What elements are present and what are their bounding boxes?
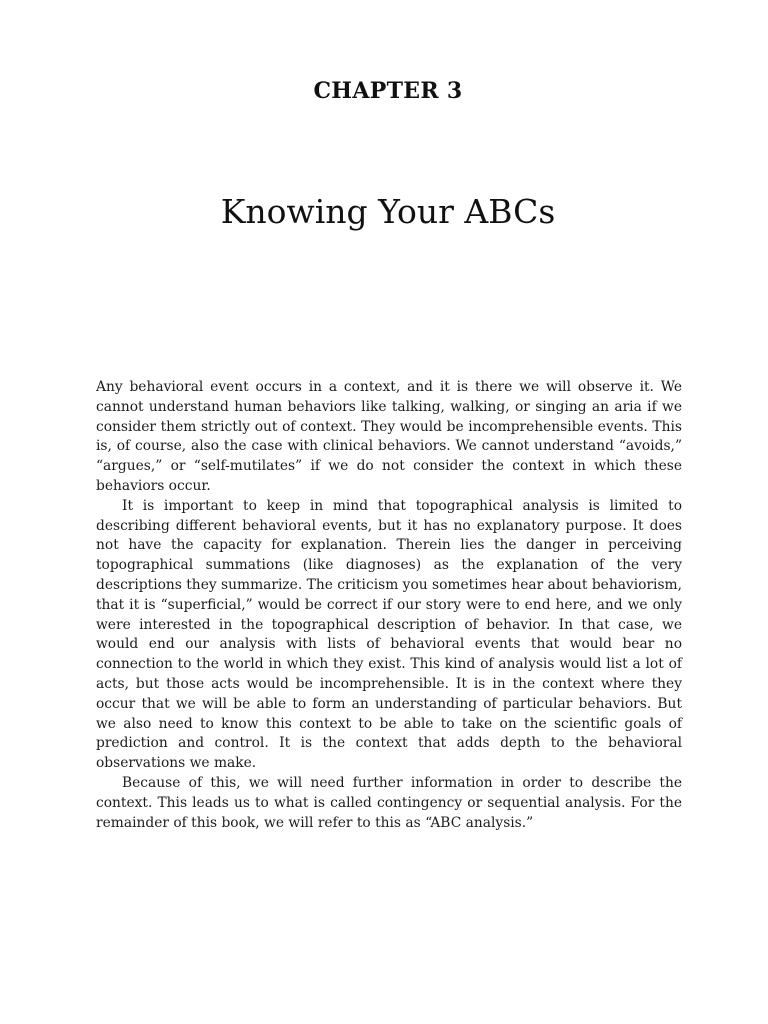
paragraph: Any behavioral event occurs in a context, and it is there we will observe it. We cannot understand human behaviors like talking, walking, or singing an aria if we consider them strictly out of context. They would be incomprehensible events. This is, of course, also the case with clinical behaviors. We cannot understand “avoids,” “argues,” or “self-mutilates” if we do not consider the context in which these behaviors occur.	[96, 379, 682, 494]
paragraph: Because of this, we will need further information in order to describe the context. This leads us to what is called contingency or sequential analysis. For the remainder of this book, we will refer to this as “ABC analysis.”	[96, 774, 682, 831]
chapter-title: Knowing Your ABCs	[220, 192, 556, 231]
body-text	[96, 378, 682, 833]
paragraph: It is important to keep in mind that topographical analysis is limited to describing different behavioral events, but it has no explanatory purpose. It does not have the capacity for explanation. Therein lies the danger in perceiving topographical summations (like diagnoses) as the explanation of the very descriptions they summarize. The criticism you sometimes hear about behaviorism, that it is “superficial,” would be correct if our story were to end here, and we only were interested in the topographical description of behavior. In that case, we would end our analysis with lists of behavioral events that would bear no connection to the world in which they exist. This kind of analysis would list a lot of acts, but those acts would be incomprehensible. It is in the context where they occur that we will be able to form an understanding of particular behaviors. But we also need to know this context to be able to take on the scientific goals of prediction and control. It is the context that adds depth to the behavioral observations we make.	[96, 497, 682, 772]
chapter-label: CHAPTER 3	[313, 78, 463, 104]
